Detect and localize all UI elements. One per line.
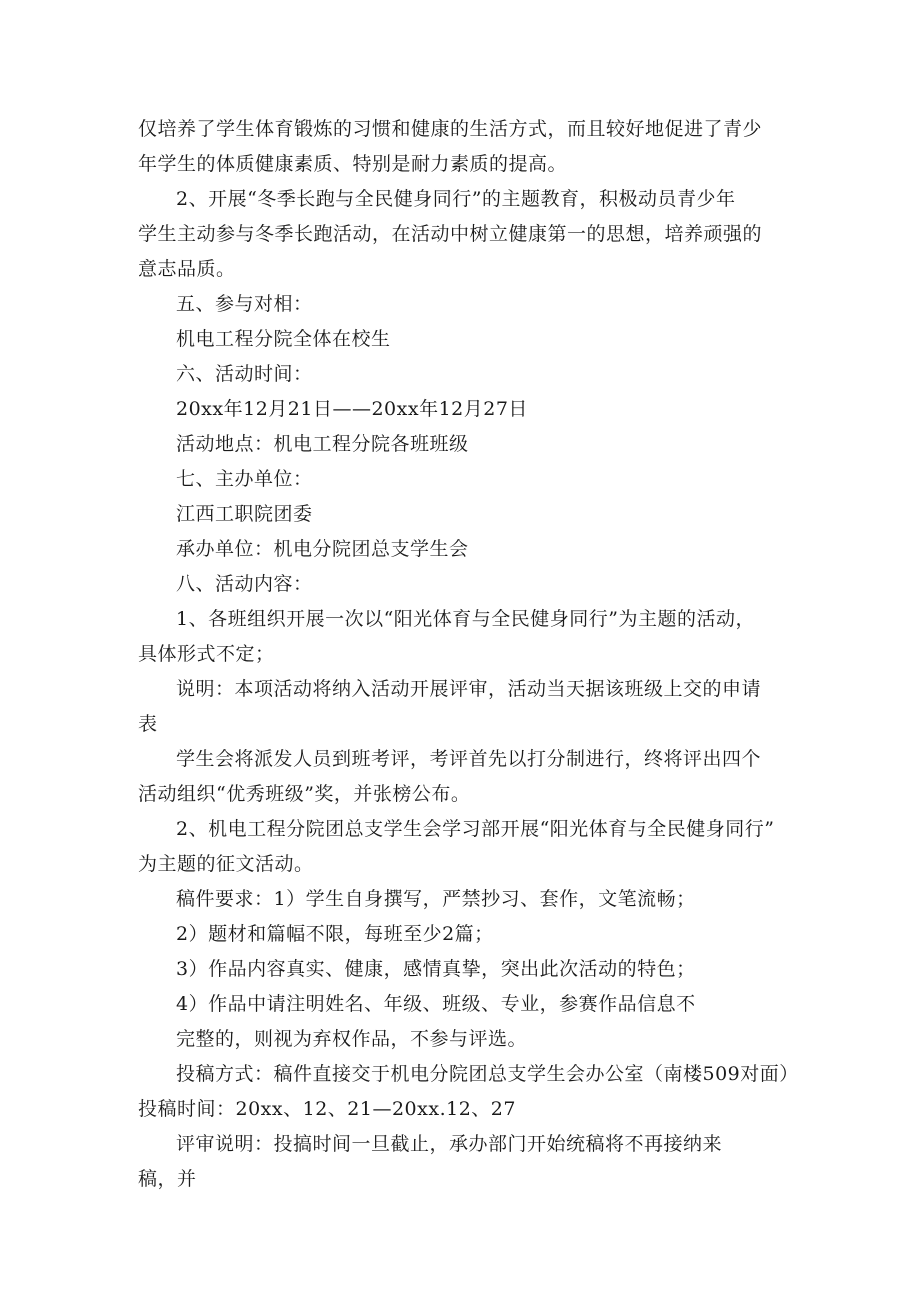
text-line: 投稿时间：20xx、12、21—20xx.12、27 bbox=[138, 1098, 516, 1120]
text-line: 稿，并 bbox=[138, 1168, 197, 1190]
text-line: 说明：本项活动将纳入活动开展评审，活动当天据该班级上交的申请 bbox=[176, 678, 762, 700]
text-line: 年学生的体质健康素质、特别是耐力素质的提高。 bbox=[138, 153, 568, 175]
text-line: 活动组织“优秀班级”奖，并张榜公布。 bbox=[138, 783, 471, 805]
text-line: 评审说明：投搞时间一旦截止，承办部门开始统稿将不再接纳来 bbox=[176, 1133, 723, 1155]
text-line: 20xx年12月21日——20xx年12月27日 bbox=[176, 398, 528, 420]
text-line: 仅培养了学生体育锻炼的习惯和健康的生活方式，而且较好地促进了青少 bbox=[138, 118, 763, 140]
text-line: 意志品质。 bbox=[138, 258, 236, 280]
text-line: 学生主动参与冬季长跑活动，在活动中树立健康第一的思想，培养顽强的 bbox=[138, 223, 763, 245]
text-line: 4）作品中请注明姓名、年级、班级、专业，参赛作品信息不 bbox=[176, 993, 696, 1015]
text-line: 3）作品内容真实、健康，感情真挚，突出此次活动的特色； bbox=[176, 958, 696, 980]
section-heading: 五、参与对相： bbox=[176, 293, 313, 315]
section-heading: 六、活动时间： bbox=[176, 363, 313, 385]
text-line: 机电工程分院全体在校生 bbox=[176, 328, 391, 350]
text-line: 为主题的征文活动。 bbox=[138, 853, 314, 875]
text-line: 江西工职院团委 bbox=[176, 503, 313, 525]
text-line: 投稿方式：稿件直接交于机电分院团总支学生会办公室（南楼509对面） bbox=[176, 1063, 799, 1085]
text-line: 1、各班组织开展一次以“阳光体育与全民健身同行”为主题的活动， bbox=[176, 608, 756, 630]
text-line: 具体形式不定； bbox=[138, 643, 275, 665]
text-line: 活动地点：机电工程分院各班班级 bbox=[176, 433, 469, 455]
text-line: 稿件要求：1）学生自身撰写，严禁抄习、套作，文笔流畅； bbox=[176, 888, 696, 910]
text-line: 2、机电工程分院团总支学生会学习部开展“阳光体育与全民健身同行” bbox=[176, 818, 775, 840]
text-line: 学生会将派发人员到班考评，考评首先以打分制进行，终将评出四个 bbox=[176, 748, 762, 770]
text-line: 2）题材和篇幅不限，每班至少2篇； bbox=[176, 923, 494, 945]
text-line: 表 bbox=[138, 713, 158, 735]
section-heading: 八、活动内容： bbox=[176, 573, 313, 595]
text-line: 完整的，则视为弃权作品，不参与评选。 bbox=[176, 1028, 528, 1050]
text-line: 2、开展“冬季长跑与全民健身同行”的主题教育，积极动员青少年 bbox=[176, 188, 736, 210]
section-heading: 七、主办单位： bbox=[176, 468, 313, 490]
text-line: 承办单位：机电分院团总支学生会 bbox=[176, 538, 469, 560]
